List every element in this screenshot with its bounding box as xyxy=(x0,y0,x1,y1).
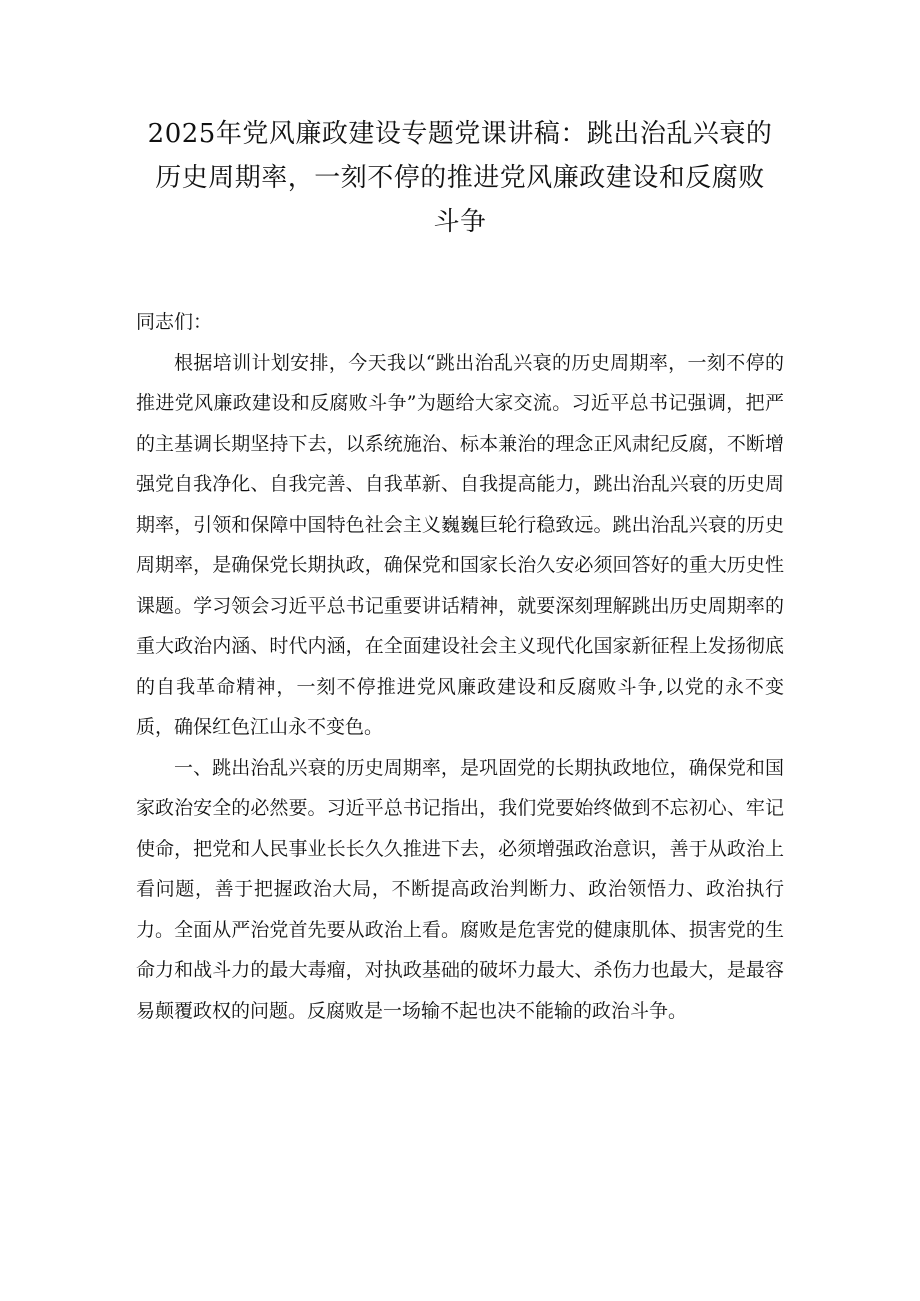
paragraph-intro: 根据培训计划安排，今天我以“跳出治乱兴衰的历史周期率，一刻不停的推进党风廉政建设和反腐败斗争”为题给大家交流。习近平总书记强调，把严的主基调长期坚持下去，以系统施治、标本兼治的理念正风肃纪反腐，不断增强党自我净化、自我完善、自我革新、自我提高能力，跳出治乱兴衰的历史周期率，引领和保障中国特色社会主义巍巍巨轮行稳致远。跳出治乱兴衰的历史周期率，是确保党长期执政，确保党和国家长治久安必须回答好的重大历史性课题。学习领会习近平总书记重要讲话精神，就要深刻理解跳出历史周期率的重大政治内涵、时代内涵，在全面建设社会主义现代化国家新征程上发扬彻底的自我革命精神，一刻不停推进党风廉政建设和反腐败斗争,以党的永不变质，确保红色江山永不变色。 xyxy=(136,351,784,738)
title-line-2: 历史周期率，一刻不停的推进党风廉政建设和反腐败 xyxy=(155,163,765,193)
salutation: 同志们： xyxy=(136,311,213,333)
title-line-1: 2025年党风廉政建设专题党课讲稿：跳出治乱兴衰的 xyxy=(147,119,773,149)
document-body xyxy=(136,302,784,1031)
title-line-3: 斗争 xyxy=(433,207,487,237)
document-title xyxy=(130,112,790,244)
paragraph-section-one: 一、跳出治乱兴衰的历史周期率，是巩固党的长期执政地位，确保党和国家政治安全的必然要。习近平总书记指出，我们党要始终做到不忘初心、牢记使命，把党和人民事业长长久久推进下去，必须增强政治意识，善于从政治上看问题，善于把握政治大局，不断提高政治判断力、政治领悟力、政治执行力。全面从严治党首先要从政治上看。腐败是危害党的健康肌体、损害党的生命力和战斗力的最大毒瘤，对执政基础的破坏力最大、杀伤力也最大，是最容易颠覆政权的问题。反腐败是一场输不起也决不能输的政治斗争。 xyxy=(136,756,784,1022)
